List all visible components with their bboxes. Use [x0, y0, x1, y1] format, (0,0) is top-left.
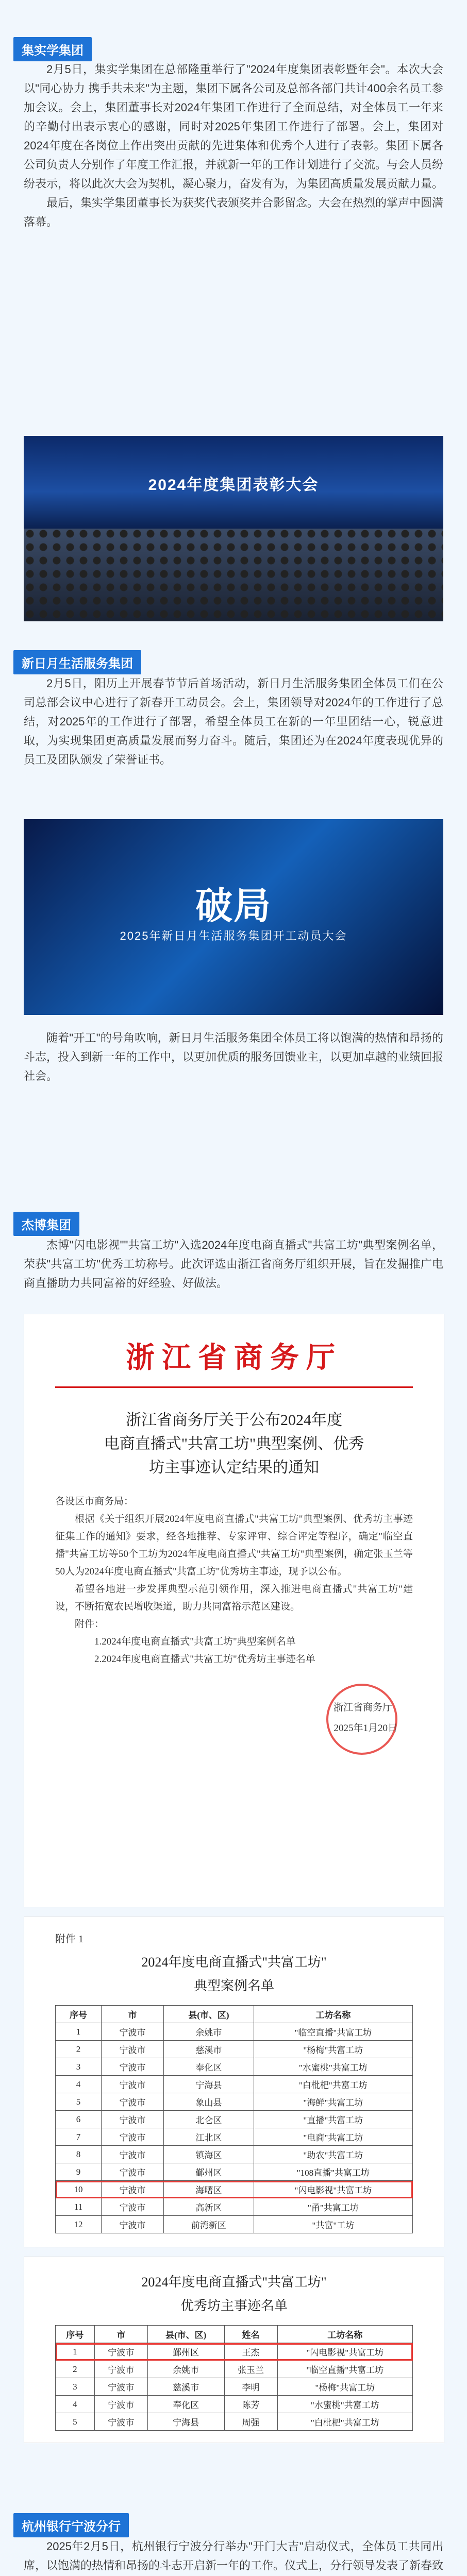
doc-body: 根据《关于组织开展2024年度电商直播式"共富工坊"典型案例、优秀坊主事迹征集工作的通知》要求，经各地推荐、专家评审、综合评定等程序，确定"临空直播"共富工坊等50个工坊为2024年度电商直播式"共富工坊"典型案例，确定张玉兰等50人为2024年度电商直播式"共富工坊"优秀坊主事迹，现予以公布。 — [55, 1514, 413, 1577]
attachment-2-table — [24, 2257, 444, 2443]
table-2-title-2: 优秀坊主事迹名单 — [180, 2298, 288, 2313]
t1-cell: 海曙区 — [164, 2181, 254, 2198]
doc-issuer-head: 浙江省商务厅 — [126, 1342, 342, 1374]
t2-cell: "白枇杷"共富工坊 — [277, 2413, 412, 2431]
t1-row — [56, 2128, 413, 2146]
leader-list-table — [55, 2325, 413, 2431]
t1-row — [56, 2163, 413, 2181]
attachment-1-label: 附件 1 — [55, 1934, 84, 1945]
doc-title-1: 浙江省商务厅关于公布2024年度 — [126, 1412, 342, 1429]
t2-cell: 宁波市 — [94, 2378, 147, 2396]
t1-cell: 3 — [56, 2058, 102, 2076]
t1-cell: 4 — [56, 2076, 102, 2093]
stage-screen — [24, 436, 443, 529]
screen-subtitle: 2025年新日月生活服务集团开工动员大会 — [120, 929, 347, 942]
t1-cell: 9 — [56, 2163, 102, 2181]
t1-row — [56, 2076, 413, 2093]
section-2-paragraph — [24, 674, 443, 769]
t1-cell: 镇海区 — [164, 2146, 254, 2163]
section-4-paragraph — [24, 2537, 443, 2576]
section-1-photo — [24, 436, 443, 621]
section-1-text-2: 最后，集实学集团董事长为获奖代表颁奖并合影留念。大会在热烈的掌声中圆满落幕。 — [24, 196, 444, 228]
t1-cell: 宁波市 — [101, 2163, 163, 2181]
t1-cell: "共富"工坊 — [254, 2216, 412, 2233]
t1-cell: 鄞州区 — [164, 2163, 254, 2181]
t2-cell: 周强 — [224, 2413, 277, 2431]
table-1-title-1: 2024年度电商直播式"共富工坊" — [141, 1955, 327, 1970]
doc-body-2: 希望各地进一步发挥典型示范引领作用，深入推进电商直播式"共富工坊"建设，不断拓宽农民增收渠道，助力共同富裕示范区建设。 — [55, 1584, 413, 1612]
section-2-photo — [24, 819, 443, 1015]
t1-cell: 象山县 — [164, 2093, 254, 2111]
t2-cell: 3 — [56, 2378, 95, 2396]
t1-cell: "杨梅"共富工坊 — [254, 2041, 412, 2058]
screen-big-title: 破局 — [195, 886, 272, 927]
t1-cell: 宁波市 — [101, 2198, 163, 2216]
attachment-1-table — [24, 1917, 444, 2247]
t2-cell: "闪电影视"共富工坊 — [277, 2343, 412, 2361]
t2-row — [56, 2413, 413, 2431]
t1-row — [56, 2041, 413, 2058]
table-1-title-2: 典型案例名单 — [193, 1978, 274, 1993]
t1-cell: "临空直播"共富工坊 — [254, 2023, 412, 2041]
stage-title: 2024年度集团表彰大会 — [148, 477, 319, 494]
t1-cell: 2 — [56, 2041, 102, 2058]
t2-h-0: 序号 — [56, 2326, 95, 2343]
doc-attach-1: 1.2024年度电商直播式"共富工坊"典型案例名单 — [94, 1636, 296, 1647]
t1-cell: 5 — [56, 2093, 102, 2111]
t1-cell: 前湾新区 — [164, 2216, 254, 2233]
t1-cell: 8 — [56, 2146, 102, 2163]
t2-cell: 宁波市 — [94, 2396, 147, 2413]
case-list-table — [55, 2005, 413, 2233]
t1-row — [56, 2058, 413, 2076]
t1-h-0: 序号 — [56, 2006, 102, 2023]
doc-attach-label: 附件： — [75, 1619, 105, 1630]
doc-title-2: 电商直播式"共富工坊"典型案例、优秀 — [104, 1435, 364, 1452]
t1-cell: "闪电影视"共富工坊 — [254, 2181, 412, 2198]
t2-cell: "杨梅"共富工坊 — [277, 2378, 412, 2396]
t1-cell: 北仑区 — [164, 2111, 254, 2128]
t2-row — [56, 2378, 413, 2396]
t1-row — [56, 2023, 413, 2041]
t1-cell: "直播"共富工坊 — [254, 2111, 412, 2128]
t2-cell: 宁波市 — [94, 2343, 147, 2361]
t2-cell: 余姚市 — [147, 2361, 224, 2378]
doc-attach-2: 2.2024年度电商直播式"共富工坊"优秀坊主事迹名单 — [94, 1654, 315, 1665]
t1-cell: 宁波市 — [101, 2181, 163, 2198]
t1-cell: "108直播"共富工坊 — [254, 2163, 412, 2181]
t2-cell: 5 — [56, 2413, 95, 2431]
t1-cell: 余姚市 — [164, 2023, 254, 2041]
t1-cell: 7 — [56, 2128, 102, 2146]
t2-cell: 王杰 — [224, 2343, 277, 2361]
t1-cell: "甬"共富工坊 — [254, 2198, 412, 2216]
t2-row — [56, 2361, 413, 2378]
t2-cell: 鄞州区 — [147, 2343, 224, 2361]
t1-cell: "助农"共富工坊 — [254, 2146, 412, 2163]
section-1-text: 2月5日，集实学集团在总部隆重举行了"2024年度集团表彰暨年会"。本次大会以"同心协力 携手共未来"为主题，集团下属各公司及总部各部门共计400余名员工参加会议。会上，集团董事长对2024年集团工作进行了全面总结，对全体员工一年来的辛勤付出表示衷心的感谢，同时对2025年集团工作进行了部署。会上，集团对2024年度在各岗位上作出突出贡献的先进集体和优秀个人进行了表彰。集团下属各公司负责人分别作了年度工作汇报，并就新一年的工作计划进行了交流。与会人员纷纷表示，将以此次大会为契机，凝心聚力，奋发有为，为集团高质量发展贡献力量。 — [24, 63, 444, 190]
t1-cell: 12 — [56, 2216, 102, 2233]
t1-cell: 高新区 — [164, 2198, 254, 2216]
t2-cell: 宁波市 — [94, 2361, 147, 2378]
section-2-paragraph-2 — [24, 1028, 443, 1086]
t2-h-1: 市 — [94, 2326, 147, 2343]
section-tag-1: 集实学集团 — [13, 37, 92, 61]
t1-cell: "海鲜"共富工坊 — [254, 2093, 412, 2111]
doc-date: 2025年1月20日 — [333, 1723, 397, 1734]
t1-cell: 宁波市 — [101, 2216, 163, 2233]
t2-cell: 宁海县 — [147, 2413, 224, 2431]
doc-addressee: 各设区市商务局： — [55, 1496, 134, 1507]
t1-h-1: 市 — [101, 2006, 163, 2023]
section-3-paragraph — [24, 1235, 443, 1293]
t2-h-4: 工坊名称 — [277, 2326, 412, 2343]
section-tag-2: 新日月生活服务集团 — [13, 650, 141, 674]
t2-h-3: 姓名 — [224, 2326, 277, 2343]
t1-cell: "电商"共富工坊 — [254, 2128, 412, 2146]
t1-row — [56, 2198, 413, 2216]
t1-row — [56, 2111, 413, 2128]
t2-cell: 奉化区 — [147, 2396, 224, 2413]
t2-row — [56, 2396, 413, 2413]
official-seal — [326, 1684, 397, 1755]
audience — [24, 529, 443, 621]
t2-cell: "临空直播"共富工坊 — [277, 2361, 412, 2378]
t1-row — [56, 2146, 413, 2163]
t2-cell: 李明 — [224, 2378, 277, 2396]
t1-cell: 1 — [56, 2023, 102, 2041]
t1-cell: 宁波市 — [101, 2041, 163, 2058]
t1-cell: 10 — [56, 2181, 102, 2198]
t2-cell: 4 — [56, 2396, 95, 2413]
doc-red-rule — [55, 1386, 413, 1388]
section-2-text-2: 随着"开工"的号角吹响，新日月生活服务集团全体员工将以饱满的热情和昂扬的斗志，投入到新一年的工作中，以更加优质的服务回馈业主，以更加卓越的业绩回报社会。 — [24, 1031, 444, 1082]
t1-cell: 11 — [56, 2198, 102, 2216]
t2-cell: 陈芳 — [224, 2396, 277, 2413]
t1-row — [56, 2216, 413, 2233]
t2-cell: 2 — [56, 2361, 95, 2378]
doc-title-3: 坊主事迹认定结果的通知 — [149, 1459, 319, 1476]
t2-h-2: 县(市、区) — [147, 2326, 224, 2343]
t1-cell: 宁波市 — [101, 2023, 163, 2041]
section-tag-4: 杭州银行宁波分行 — [13, 2513, 129, 2537]
t1-h-3: 工坊名称 — [254, 2006, 412, 2023]
section-2-text: 2月5日，阳历上开展春节节后首场活动，新日月生活服务集团全体员工们在公司总部会议中心进行了新春开工动员会。会上，集团领导对2024年的工作进行了总结，对2025年的工作进行了部署，希望全体员工在新的一年里团结一心，锐意进取，为实现集团更高质量发展而努力奋斗。随后，集团还为在2024年度表现优异的员工及团队颁发了荣誉证书。 — [24, 677, 443, 766]
t2-cell: 1 — [56, 2343, 95, 2361]
t1-cell: "白枇杷"共富工坊 — [254, 2076, 412, 2093]
t1-cell: 奉化区 — [164, 2058, 254, 2076]
t1-cell: 宁波市 — [101, 2146, 163, 2163]
section-tag-3: 杰博集团 — [13, 1212, 79, 1236]
led-screen — [24, 819, 443, 1015]
t2-cell: 慈溪市 — [147, 2378, 224, 2396]
t1-cell: 江北区 — [164, 2128, 254, 2146]
t1-row — [56, 2093, 413, 2111]
doc-signer: 浙江省商务厅 — [333, 1702, 392, 1713]
section-3-text: 杰博"闪电影视""共富工坊"入选2024年度电商直播式"共富工坊"典型案例名单，荣获"共富工坊"优秀工坊称号。此次评选由浙江省商务厅组织开展，旨在发掘推广电商直播助力共同富裕的好经验、好做法。 — [24, 1239, 443, 1290]
t1-cell: 宁波市 — [101, 2076, 163, 2093]
t1-cell: 宁海县 — [164, 2076, 254, 2093]
t1-cell: 宁波市 — [101, 2128, 163, 2146]
section-4-text: 2025年2月5日，杭州银行宁波分行举办"开门大吉"启动仪式，全体员工共同出席，以饱满的热情和昂扬的斗志开启新一年的工作。仪式上，分行领导发表了新春致 — [24, 2540, 444, 2572]
t1-row — [56, 2181, 413, 2198]
t2-cell: "水蜜桃"共富工坊 — [277, 2396, 412, 2413]
table-2-title-1: 2024年度电商直播式"共富工坊" — [141, 2275, 327, 2290]
t1-cell: 6 — [56, 2111, 102, 2128]
t2-row — [56, 2343, 413, 2361]
t1-cell: "水蜜桃"共富工坊 — [254, 2058, 412, 2076]
t2-cell: 宁波市 — [94, 2413, 147, 2431]
t2-cell: 张玉兰 — [224, 2361, 277, 2378]
t1-cell: 宁波市 — [101, 2093, 163, 2111]
t1-cell: 宁波市 — [101, 2058, 163, 2076]
t1-h-2: 县(市、区) — [164, 2006, 254, 2023]
t1-cell: 慈溪市 — [164, 2041, 254, 2058]
section-1-paragraph — [24, 60, 443, 231]
t1-cell: 宁波市 — [101, 2111, 163, 2128]
notice-document — [24, 1314, 444, 1907]
